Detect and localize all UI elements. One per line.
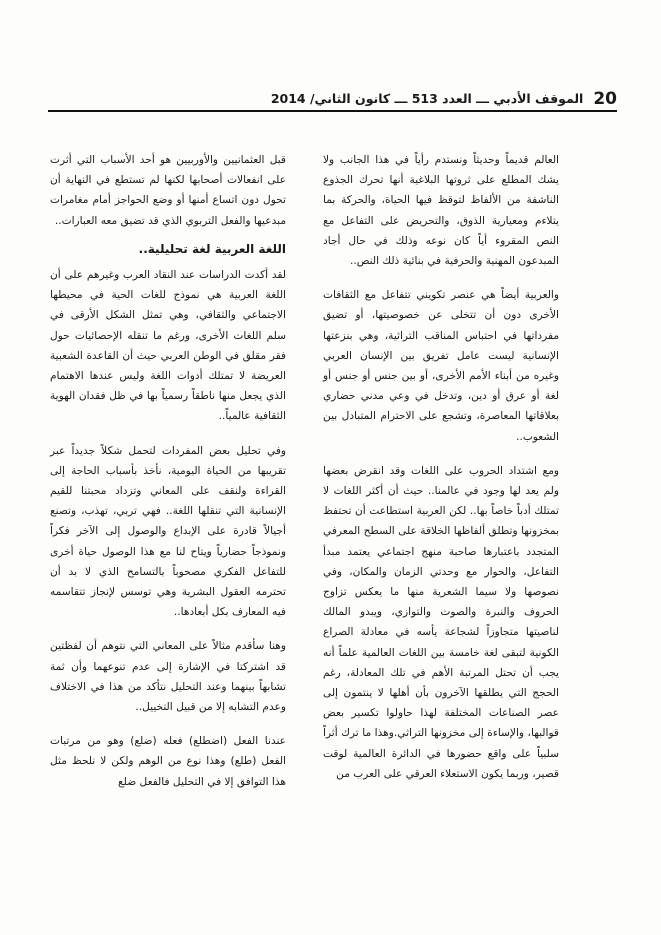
paragraph: العالم قديماً وحديثاً ونستدم رأياً في هذا الجانب ولا يشك المطلع على ثروتها البلاغية أنها تحرك الجذوع الناشفة من الألفاظ لتوقظ فيها الحياة، والحركة بما يتلاءم ومعيارية الذوق، والتحريض على التفاعل مع النص المقروء أياً كان نوعه وذلك في حال أجاد المبدعون المهنية والحرفية في بنائية ذلك النص.. — [323, 154, 559, 268]
running-head: الموقف الأدبي ـــ العدد 513 ـــ كانون الثاني/ 2014 — [270, 91, 584, 106]
paragraph: وهنا سأقدم مثالاً على المعاني التي نتوهم أن لفظتين قد اشتركتا في الإشارة إلى عدم تنوعهما وأن ثمة تشابهاً بينهما وعند التحليل نتأكد من هذا في الاختلاف وعدم التشابه إلا من قبيل التخييل.. — [50, 640, 286, 714]
paragraph: قبل العثمانيين والأوربيين هو أحد الأسباب التي أثرت على انفعالات أصحابها لكنها لم تستطع في النهاية أن تحول دون اتساع أمنها أو وضع الحواجز أمام مغامرات مبدعيها والفعل التربوي الذي قد تضيق معه العبارات.. — [50, 154, 286, 227]
page-number: 20 — [593, 89, 617, 109]
paragraph: لقد أكدت الدراسات عند النقاد العرب وغيرهم على أن اللغة العربية هي نموذج للغات الحية في محيطها الاجتماعي والثقافي، وهي تمثل الشكل الأرقى في سلم اللغات الأخرى، ورغم ما تنقله الإحصائيات حول فقر مقلق في الوطن العربي حيث أن القاعدة الشعبية العريضة لا تمتلك أدوات اللغة وليس عندها الاهتمام الذي يجعل منها ناطقاً رسمياً بها في ظل فقدان الهوية الثقافية عالمياً.. — [50, 269, 286, 423]
header-rule — [48, 110, 617, 112]
right-column — [323, 150, 559, 784]
paragraph: ومع اشتداد الحروب على اللغات وقد انقرض بعضها ولم يعد لها وجود في عالمنا.. حيث أن أكثر اللغات لا تمتلك أدباً خاصاً بها.. لكن العربية استطاعت أن تحتفظ بمخزونها وتطلق ألفاظها الخلاقة على السطح المعرفي المتجدد باعتبارها صاحبة منهج اجتماعي يعتمد مبدأ التفاعل، والحوار مع وحدتي الزمان والمكان، وفي نصوصها ولا سيما الشعرية منها ما يعكس تزاوج الحروف والنبرة والصوت والتوازي، ويبدو المالك لناصيتها متجاوزاً لشجاعة يأسه في معادلة الصراع الكونية لتبقى لغة خامسة بين اللغات العالمية علماً أنه يجب أن تحتل المرتبة الأهم في تلك المعادلة، رغم الحجج التي يطلقها الآخرون بأن أهلها لا ينتمون إلى عصر الصناعات المختلفة لهذا حاولوا تكسير بعض قوالبها، والإساءة إلى مخزونها التراثي.وهذا ما ترك أثراً سلبياً على واقع حضورها في الدائرة العالمية لوقت قصير، وربما يكون الاستعلاء العرقي على العرب من — [323, 464, 559, 780]
left-column — [50, 150, 286, 792]
paragraph-gap — [323, 271, 559, 285]
paragraph: عندنا الفعل (اضطلع) فعله (ضلع) وهو من مرتبات الفعل (طلع) وهذا نوع من الوهم ولكن لا نلحظ مثل هذا التوافق إلا في التحليل فالفعل ضلع — [50, 735, 286, 788]
page-header — [48, 86, 617, 110]
paragraph-gap — [50, 427, 286, 441]
paragraph-gap — [323, 447, 559, 461]
paragraph: وفي تحليل بعض المفردات لتحمل شكلاً جديداً عبر تقريبها من الحياة اليومية، نأخذ بأسباب الحاجة إلى القراءة ولنقف على المعاني وتزداد محبتنا للقيم الإنسانية التي تنقلها اللغة.. فهي تربي، تهذب، وتصنع أجيالاً قادرة على الإبداع والوصول إلى الآخر فكراً ونموذجاً حضارياً ويتاح لنا مع هذا الوصول حياة أخرى للتفاعل الفكري مصحوباً بالتسامح الذي لا بد أن تحترمه العقول البشرية وهي توسس لإنجاز تتقاسمه فيه المعارف بكل أبعادها.. — [50, 444, 286, 619]
paragraph-gap — [50, 622, 286, 636]
section-title: اللغة العربية لغة تحليلية.. — [138, 241, 286, 256]
paragraph: والعربية أيضاً هي عنصر تكويني تتفاعل مع الثقافات الأخرى دون أن تتخلى عن خصوصيتها، أو تضيق مفرداتها في احتباس المناقب التراثية، وهي بنزعتها الإنسانية ليست عامل تفريق بين الإنسان العربي وغيره من أبناء الأمم الأخرى، أو بين جنس أو جنس أو لغة أو عرق أو دين، وتدخل في وعي مدني حضاري بعلاقاتها المعاصرة، وتشجع على الاحترام المتبادل بين الشعوب.. — [323, 289, 559, 443]
paragraph-gap — [50, 717, 286, 731]
